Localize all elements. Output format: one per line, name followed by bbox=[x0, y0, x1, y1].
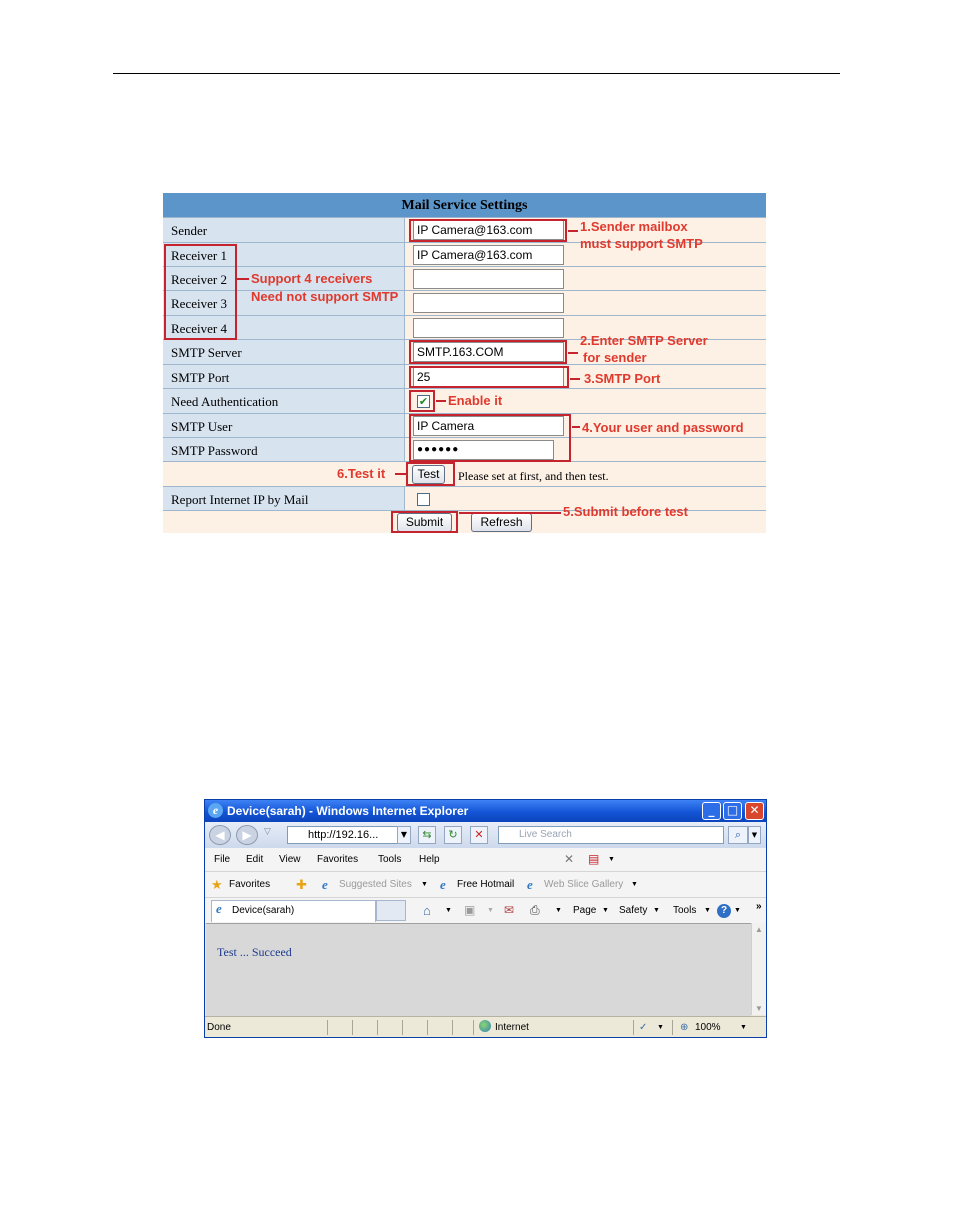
back-arrow-icon[interactable]: ◀ bbox=[209, 825, 231, 845]
tools-dropdown-icon[interactable]: ▼ bbox=[704, 907, 711, 914]
help-icon[interactable]: ? bbox=[717, 898, 731, 923]
address-bar-row bbox=[205, 822, 766, 848]
zone-label: Internet bbox=[495, 1022, 529, 1033]
annotation-line-receivers bbox=[237, 278, 249, 280]
panel-title: Mail Service Settings bbox=[163, 193, 766, 217]
annotation-5: 5.Submit before test bbox=[563, 504, 688, 519]
receiver-4-label: Receiver 4 bbox=[163, 316, 405, 340]
menu-edit[interactable]: Edit bbox=[246, 854, 264, 865]
minimize-icon[interactable]: _ bbox=[702, 802, 721, 820]
search-icon[interactable]: ⌕ bbox=[728, 826, 748, 844]
menu-bar bbox=[205, 848, 766, 872]
annotation-line-1 bbox=[568, 230, 578, 232]
smtp-server-label: SMTP Server bbox=[163, 340, 405, 364]
annotation-2-line2: for sender bbox=[583, 350, 647, 365]
receiver-1-input[interactable]: IP Camera@163.com bbox=[413, 245, 564, 265]
need-authentication-checkbox[interactable]: ✔ bbox=[418, 395, 429, 408]
add-favorites-icon[interactable]: ✚ bbox=[296, 877, 307, 892]
test-row bbox=[163, 461, 766, 486]
annotation-line-5 bbox=[459, 512, 561, 514]
sender-highlight-box bbox=[409, 219, 567, 242]
annotation-3: 3.SMTP Port bbox=[584, 371, 661, 386]
menu-view[interactable]: View bbox=[279, 854, 301, 865]
annotation-enable: Enable it bbox=[448, 393, 503, 408]
smtp-port-highlight-box bbox=[409, 366, 569, 388]
status-divider bbox=[402, 1020, 403, 1035]
smtp-password-input[interactable]: ●●●●●● bbox=[413, 440, 554, 460]
safety-menu[interactable]: Safety bbox=[619, 905, 648, 916]
refresh-button[interactable]: Refresh bbox=[471, 513, 532, 532]
receiver-1-label: Receiver 1 bbox=[163, 243, 405, 267]
test-result-text: Test ... Succeed bbox=[217, 945, 292, 959]
scroll-down-icon[interactable]: ▼ bbox=[755, 1004, 763, 1013]
favorites-star-icon[interactable]: ★ bbox=[211, 877, 223, 892]
status-divider bbox=[327, 1020, 328, 1035]
smtp-server-highlight-box bbox=[409, 340, 567, 364]
help-dropdown-icon[interactable]: ▼ bbox=[734, 907, 741, 914]
compatibility-view-icon[interactable]: ⇆ bbox=[418, 826, 436, 844]
print-icon[interactable]: ⎙ bbox=[530, 903, 540, 917]
receiver-2-label: Receiver 2 bbox=[163, 267, 405, 291]
forward-arrow-icon[interactable]: ▶ bbox=[236, 825, 258, 845]
ie-logo-icon: e bbox=[208, 803, 223, 818]
window-title: Device(sarah) - Windows Internet Explorer bbox=[227, 804, 469, 818]
receivers-highlight-box bbox=[164, 244, 237, 340]
receiver-3-label: Receiver 3 bbox=[163, 291, 405, 315]
status-divider bbox=[352, 1020, 353, 1035]
live-search-input[interactable]: Live Search bbox=[498, 826, 724, 844]
tools-menu[interactable]: Tools bbox=[673, 905, 697, 916]
chevron-more-icon[interactable]: » bbox=[756, 901, 762, 912]
menu-favorites[interactable]: Favorites bbox=[317, 854, 359, 865]
web-slice-dropdown-icon[interactable]: ▼ bbox=[631, 881, 638, 888]
user-password-highlight-box bbox=[409, 414, 571, 462]
receiver-4-input[interactable] bbox=[413, 318, 564, 338]
close-icon[interactable]: ✕ bbox=[745, 802, 764, 820]
suggested-sites-ie-icon: e bbox=[322, 877, 328, 892]
menu-file[interactable]: File bbox=[214, 854, 231, 865]
zoom-dropdown-icon[interactable]: ▼ bbox=[740, 1024, 747, 1031]
smtp-port-label: SMTP Port bbox=[163, 365, 405, 389]
favorites-bar bbox=[205, 872, 766, 898]
annotation-4: 4.Your user and password bbox=[582, 420, 744, 435]
feeds-icon[interactable]: ▣ bbox=[464, 903, 476, 917]
web-slice-ie-icon: e bbox=[527, 877, 533, 892]
status-divider bbox=[672, 1020, 673, 1035]
annotation-6: 6.Test it bbox=[337, 466, 386, 481]
protected-mode-icon[interactable]: ✓ bbox=[639, 1022, 648, 1033]
annotation-line-enable bbox=[436, 400, 446, 402]
smtp-port-input[interactable]: 25 bbox=[413, 367, 564, 387]
free-hotmail-link[interactable]: Free Hotmail bbox=[457, 879, 515, 890]
print-dropdown-icon[interactable]: ▼ bbox=[555, 907, 562, 914]
suggested-sites-dropdown-icon[interactable]: ▼ bbox=[421, 881, 428, 888]
annotation-line-3 bbox=[570, 378, 580, 380]
hotmail-ie-icon: e bbox=[440, 877, 446, 892]
security-zone bbox=[479, 1017, 529, 1038]
home-icon[interactable]: ⌂ bbox=[423, 903, 431, 918]
receiver-3-input[interactable] bbox=[413, 293, 564, 313]
annotation-receivers-line1: Support 4 receivers bbox=[251, 271, 373, 286]
title-bar[interactable] bbox=[205, 800, 766, 822]
zoom-level[interactable]: 100% bbox=[695, 1022, 721, 1033]
sender-input[interactable]: IP Camera@163.com bbox=[413, 220, 564, 240]
status-divider bbox=[633, 1020, 634, 1035]
test-button[interactable]: Test bbox=[412, 465, 445, 484]
report-ip-label: Report Internet IP by Mail bbox=[163, 487, 405, 511]
page-content bbox=[206, 923, 751, 1016]
refresh-icon[interactable]: ↻ bbox=[444, 826, 462, 844]
status-divider bbox=[473, 1020, 474, 1035]
annotation-line-6 bbox=[395, 473, 407, 475]
annotation-receivers-line2: Need not support SMTP bbox=[251, 289, 399, 304]
pdf-icon[interactable]: ▤ bbox=[588, 852, 600, 866]
annotation-2-line1: 2.Enter SMTP Server bbox=[580, 333, 708, 348]
annotation-1-line2: must support SMTP bbox=[580, 236, 703, 251]
smtp-user-label: SMTP User bbox=[163, 414, 405, 438]
mail-icon[interactable]: ✉ bbox=[504, 903, 515, 917]
status-divider bbox=[427, 1020, 428, 1035]
vertical-scrollbar[interactable] bbox=[751, 923, 767, 1015]
receiver-2-input[interactable] bbox=[413, 269, 564, 289]
url-input[interactable]: http://192.16... bbox=[287, 826, 410, 844]
new-tab-button[interactable] bbox=[376, 900, 406, 921]
menu-tools[interactable]: Tools bbox=[378, 854, 402, 865]
suggested-sites-link[interactable]: Suggested Sites bbox=[339, 879, 412, 890]
annotation-line-4 bbox=[572, 426, 580, 428]
status-bar bbox=[205, 1016, 766, 1038]
status-divider bbox=[377, 1020, 378, 1035]
annotation-line-2 bbox=[568, 352, 578, 354]
favorites-button[interactable]: Favorites bbox=[229, 879, 271, 890]
tab-label: Device(sarah) bbox=[232, 905, 295, 916]
smtp-password-label: SMTP Password bbox=[163, 438, 405, 462]
tab-device-sarah[interactable] bbox=[211, 900, 376, 922]
page-dropdown-icon[interactable]: ▼ bbox=[602, 907, 609, 914]
status-text: Done bbox=[207, 1022, 231, 1033]
submit-highlight-box bbox=[391, 511, 458, 533]
feeds-dropdown-icon[interactable]: ▼ bbox=[487, 907, 494, 914]
safety-dropdown-icon[interactable]: ▼ bbox=[653, 907, 660, 914]
sender-label: Sender bbox=[163, 218, 405, 242]
browser-window bbox=[204, 799, 767, 1038]
zoom-icon[interactable]: ⊕ bbox=[680, 1022, 689, 1033]
maximize-icon[interactable]: □ bbox=[723, 802, 742, 820]
report-ip-checkbox[interactable] bbox=[417, 493, 430, 506]
url-dropdown-icon[interactable]: ▼ bbox=[397, 826, 411, 844]
search-options-icon[interactable]: ▼ bbox=[748, 826, 761, 844]
tab-ie-icon: e bbox=[216, 901, 222, 916]
recent-pages-dropdown-icon[interactable]: ▽ bbox=[264, 827, 271, 837]
close-menu-icon[interactable]: ✕ bbox=[564, 852, 575, 866]
test-note: Please set at first, and then test. bbox=[458, 469, 609, 483]
pdf-dropdown-icon[interactable]: ▼ bbox=[608, 856, 615, 863]
test-highlight-box bbox=[406, 462, 455, 486]
menu-help[interactable]: Help bbox=[419, 854, 440, 865]
smtp-server-input[interactable]: SMTP.163.COM bbox=[413, 342, 564, 362]
protected-mode-dropdown-icon[interactable]: ▼ bbox=[657, 1024, 664, 1031]
tab-bar bbox=[205, 898, 766, 923]
web-slice-gallery-link[interactable]: Web Slice Gallery bbox=[544, 879, 624, 890]
status-divider bbox=[452, 1020, 453, 1035]
page-menu[interactable]: Page bbox=[573, 905, 597, 916]
annotation-1-line1: 1.Sender mailbox bbox=[580, 219, 688, 234]
scroll-up-icon[interactable]: ▲ bbox=[755, 925, 763, 934]
need-authentication-label: Need Authentication bbox=[163, 389, 405, 413]
authentication-highlight-box bbox=[409, 390, 435, 412]
home-dropdown-icon[interactable]: ▼ bbox=[445, 907, 452, 914]
submit-button[interactable]: Submit bbox=[397, 513, 452, 532]
smtp-user-input[interactable]: IP Camera bbox=[413, 416, 564, 436]
internet-globe-icon bbox=[479, 1020, 491, 1032]
stop-icon[interactable]: ✕ bbox=[470, 826, 488, 844]
page-rule bbox=[113, 73, 840, 74]
